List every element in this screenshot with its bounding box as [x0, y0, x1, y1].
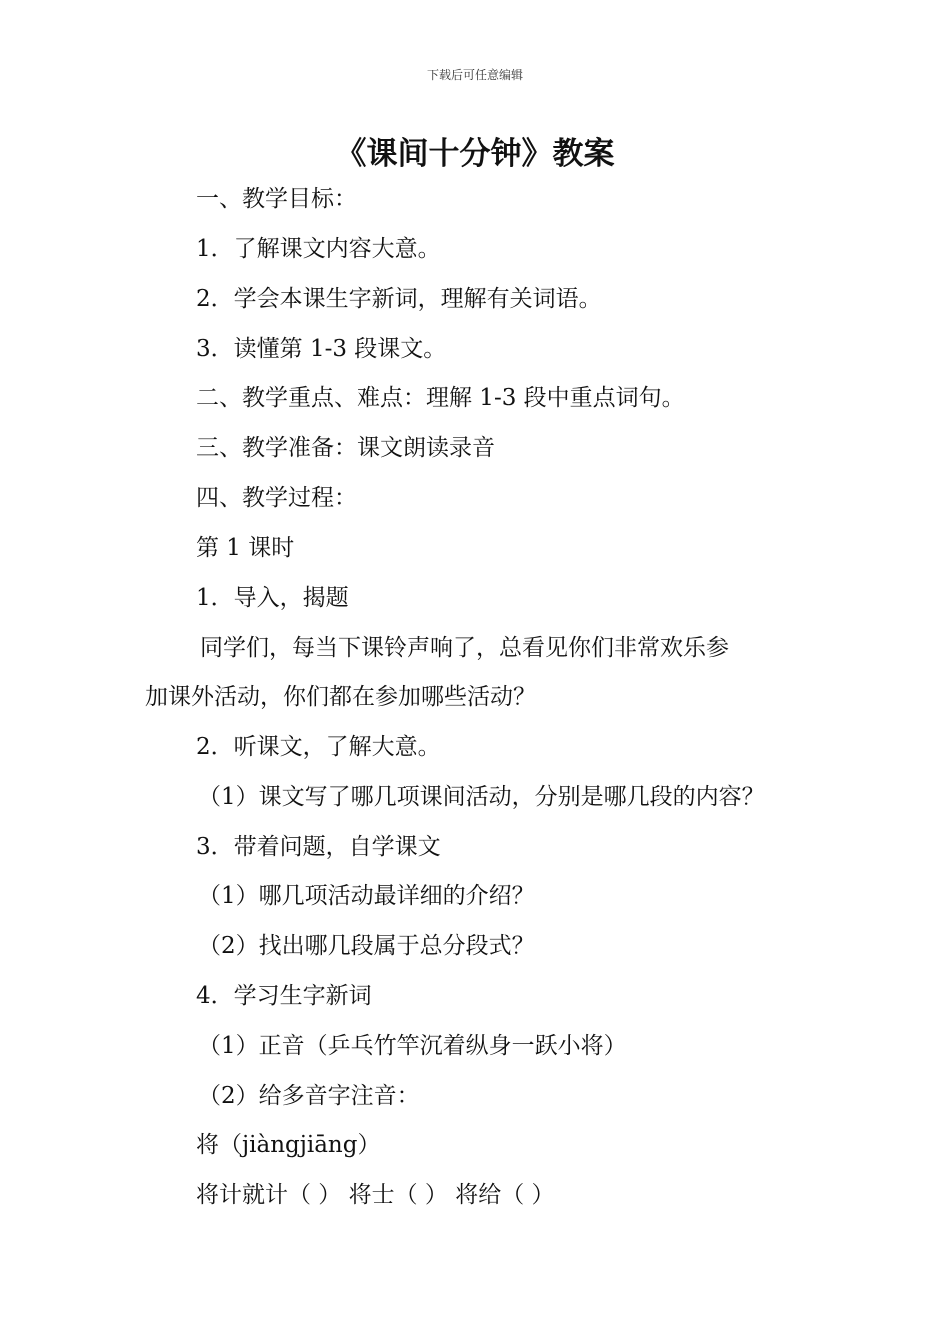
- text-line: 三、教学准备：课文朗读录音: [196, 435, 495, 461]
- text-line: （2）找出哪几段属于总分段式？: [198, 933, 535, 959]
- text-line: 将（jiàngjiāng）: [196, 1132, 381, 1158]
- text-line: 3．带着问题，自学课文: [196, 834, 441, 860]
- text-line: 将计就计（ ） 将士（ ） 将给（ ）: [196, 1182, 555, 1208]
- text-line: 1．了解课文内容大意。: [196, 236, 441, 262]
- text-line: （2）给多音字注音：: [198, 1083, 420, 1109]
- text-line: 4．学习生字新词: [196, 983, 372, 1009]
- page-title: 《课间十分钟》教案: [335, 136, 615, 172]
- text-line: 一、教学目标：: [196, 186, 357, 212]
- text-line: 1．导入，揭题: [196, 585, 349, 611]
- text-line: （1）哪几项活动最详细的介绍？: [198, 883, 535, 909]
- text-line: （1）正音（乒乓竹竿沉着纵身一跃小将）: [198, 1033, 627, 1059]
- text-line: 同学们，每当下课铃声响了，总看见你们非常欢乐参: [200, 635, 729, 661]
- text-line: 第 1 课时: [196, 535, 295, 561]
- text-line: （1）课文写了哪几项课间活动，分别是哪几段的内容？: [198, 784, 765, 810]
- text-line: 2．听课文，了解大意。: [196, 734, 441, 760]
- text-line: 3．读懂第 1-3 段课文。: [196, 336, 447, 362]
- header-note: 下载后可任意编辑: [426, 68, 523, 82]
- text-line: 二、教学重点、难点：理解 1-3 段中重点词句。: [196, 385, 685, 411]
- text-line: 2．学会本课生字新词，理解有关词语。: [196, 286, 602, 312]
- text-line: 加课外活动，你们都在参加哪些活动？: [145, 684, 536, 710]
- text-line: 四、教学过程：: [196, 485, 357, 511]
